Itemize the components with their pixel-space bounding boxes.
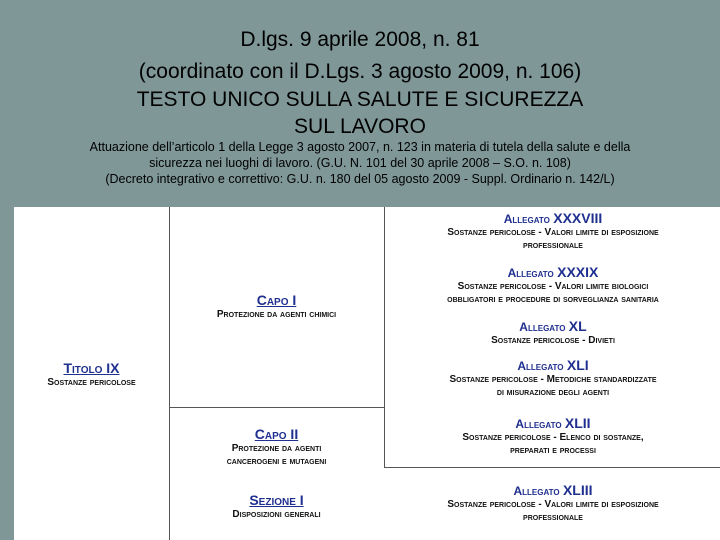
- structure-diagram: [14, 207, 720, 540]
- allegato-desc-1: Sostanze pericolose - Valori limite di esposizione: [447, 227, 659, 238]
- allegato-prefix: Allegato: [513, 484, 560, 498]
- allegato-desc-2: professionale: [523, 240, 583, 251]
- subtitle-line-3: (Decreto integrativo e correttivo: G.U. n. 180 del 05 agosto 2009 - Suppl. Ordinario n. 142/L): [105, 172, 615, 186]
- capo1-block: [174, 293, 379, 321]
- capo2-label: Capo II: [254, 426, 299, 442]
- allegato-xli: [386, 358, 720, 399]
- allegato-desc-2: di misurazione degli agenti: [496, 387, 610, 398]
- allegato-prefix: Allegato: [519, 320, 566, 334]
- sezione1-label: Sezione I: [249, 492, 304, 508]
- capo1-desc: Protezione da agenti chimici: [216, 309, 337, 320]
- allegato-prefix: Allegato: [503, 212, 550, 226]
- allegato-xxxix: [386, 265, 720, 306]
- allegato-desc-1: Sostanze pericolose - Metodiche standardizzate: [449, 374, 657, 385]
- allegato-xliii: [386, 483, 720, 524]
- allegato-prefix: Allegato: [517, 359, 564, 373]
- subtitle-line-1: Attuazione dell’articolo 1 della Legge 3 agosto 2007, n. 123 in materia di tutela della salute e della: [89, 140, 631, 154]
- allegato-number: XL: [568, 318, 587, 334]
- allegato-xl: [386, 319, 720, 347]
- header-line-1: D.lgs. 9 aprile 2008, n. 81: [240, 28, 480, 51]
- allegato-number: XLIII: [562, 482, 593, 498]
- allegato-number: XXXIX: [557, 264, 599, 280]
- sezione1-desc: Disposizioni generali: [232, 509, 321, 520]
- allegato-desc-2: obbligatori e procedure di sorveglianza sanitaria: [447, 294, 659, 305]
- capo1-label: Capo I: [256, 292, 297, 308]
- titolo-label: Titolo IX: [63, 360, 120, 376]
- separator-allegati: [384, 467, 720, 468]
- capo2-desc-2: cancerogeni e mutageni: [226, 456, 327, 467]
- capo2-desc-1: Protezione da agenti: [231, 443, 322, 454]
- allegato-number: XLI: [566, 357, 589, 373]
- allegato-desc-1: Sostanze pericolose - Elenco di sostanze,: [462, 432, 644, 443]
- capo2-block: [174, 427, 379, 468]
- allegato-prefix: Allegato: [507, 266, 554, 280]
- allegato-desc-1: Sostanze pericolose - Valori limite di esposizione: [447, 499, 659, 510]
- sezione1-block: [174, 493, 379, 521]
- allegato-number: XXXVIII: [553, 210, 603, 226]
- titolo-block: [14, 361, 169, 389]
- allegato-desc-2: preparati e processi: [510, 445, 596, 456]
- allegato-xxxviii: [386, 211, 720, 252]
- subtitle-line-2: sicurezza nei luoghi di lavoro. (G.U. N. 101 del 30 aprile 2008 – S.O. n. 108): [149, 156, 571, 170]
- header-line-2: (coordinato con il D.Lgs. 3 agosto 2009, n. 106): [138, 60, 582, 83]
- allegato-desc-2: professionale: [523, 512, 583, 523]
- header-line-3: TESTO UNICO SULLA SALUTE E SICUREZZA: [136, 88, 584, 111]
- divider-capo: [384, 207, 385, 467]
- titolo-desc: Sostanze pericolose: [47, 377, 136, 388]
- header-line-4: SUL LAVORO: [294, 115, 426, 138]
- allegato-number: XLII: [564, 415, 591, 431]
- allegato-desc-1: Sostanze pericolose - Valori limite biologici: [457, 281, 649, 292]
- allegato-desc-1: Sostanze pericolose - Divieti: [491, 335, 615, 346]
- divider-titolo: [169, 207, 170, 540]
- allegato-xlii: [386, 416, 720, 457]
- separator-capo: [169, 407, 385, 408]
- allegato-prefix: Allegato: [515, 417, 562, 431]
